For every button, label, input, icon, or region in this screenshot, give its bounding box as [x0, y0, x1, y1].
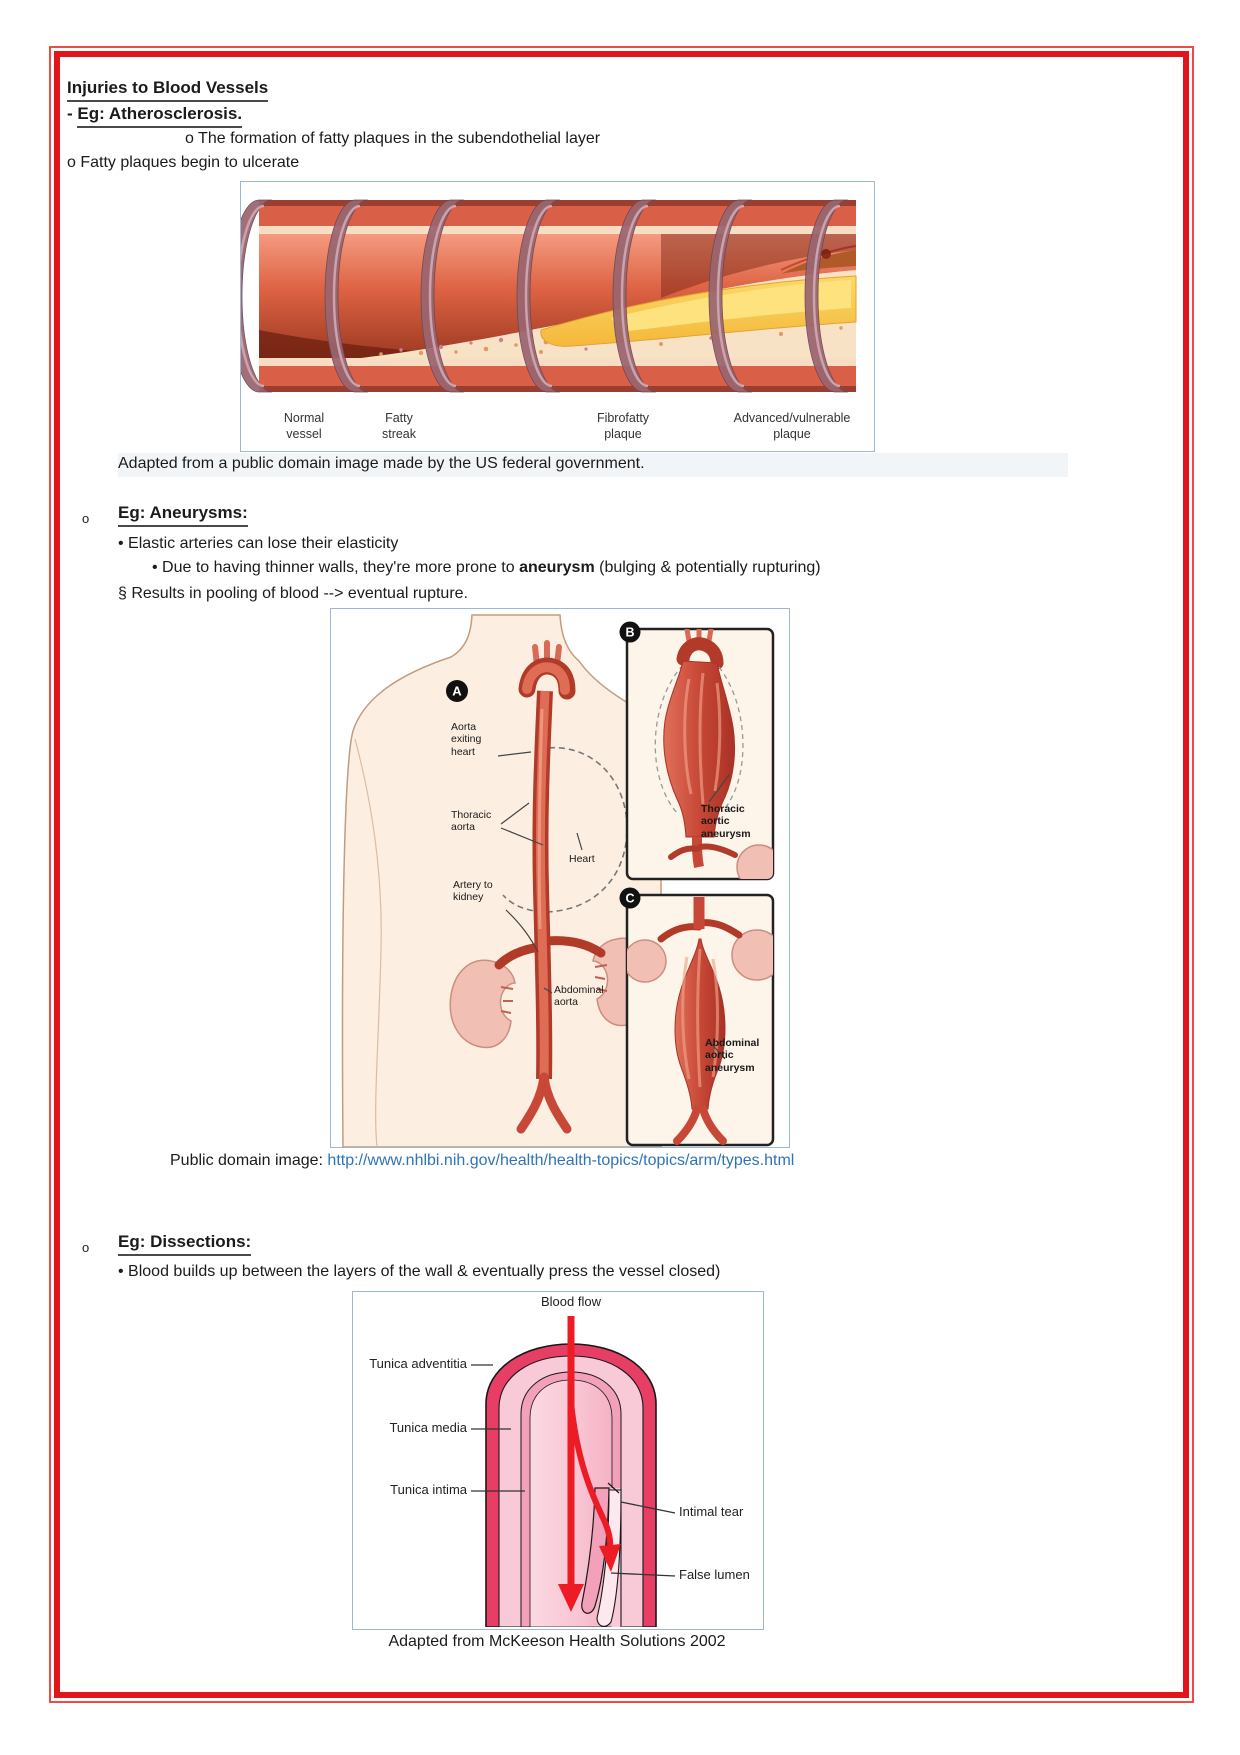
- dissections-heading: [118, 1232, 251, 1256]
- aneurysms-list-marker: o: [82, 511, 90, 526]
- page-title: [67, 78, 268, 102]
- label-thoracic-aortic-aneurysm: Thoracic aortic aneurysm: [701, 803, 751, 840]
- bullet-prone-bold: aneurysm: [519, 559, 595, 576]
- aneurysm-caption-link[interactable]: http://www.nhlbi.nih.gov/health/health-topics/topics/arm/types.html: [327, 1152, 795, 1169]
- dissections-list-marker: o: [82, 1240, 90, 1255]
- aneurysms-heading-text: Eg: Aneurysms:: [118, 503, 248, 527]
- bullet-prone-post: (bulging & potentially rupturing): [594, 559, 821, 576]
- panel-b-marker: B: [625, 625, 635, 640]
- bullet-prone-pre: • Due to having thinner walls, they're more prone to: [152, 559, 520, 576]
- formation-bullet: o The formation of fatty plaques in the subendothelial layer: [185, 130, 601, 147]
- label-abdominal-aortic-aneurysm: Abdominal aortic aneurysm: [705, 1037, 760, 1074]
- label-aorta-exiting-heart: Aorta exiting heart: [451, 721, 482, 758]
- aneurysms-bullet-rupture: § Results in pooling of blood --> eventual rupture.: [118, 585, 468, 602]
- atherosclerosis-heading-text: Eg: Atherosclerosis.: [77, 104, 242, 128]
- label-tunica-adventitia: Tunica adventitia: [369, 1356, 467, 1371]
- label-abdominal-aorta: Abdominal aorta: [554, 984, 604, 1009]
- label-blood-flow: Blood flow: [541, 1294, 601, 1309]
- label-intimal-tear: Intimal tear: [679, 1504, 744, 1519]
- label-tunica-media: Tunica media: [389, 1420, 467, 1435]
- panel-c-marker: C: [625, 891, 635, 906]
- label-heart: Heart: [569, 853, 595, 865]
- stage-label-advanced-plaque: Advanced/vulnerable plaque: [733, 411, 851, 442]
- stage-label-fatty-streak: Fatty streak: [381, 411, 417, 442]
- ulcerate-bullet: o Fatty plaques begin to ulcerate: [67, 154, 300, 171]
- dissections-bullet: • Blood builds up between the layers of the wall & eventually press the vessel closed): [118, 1263, 721, 1280]
- dissection-caption: Adapted from McKeeson Health Solutions 2002: [388, 1633, 726, 1650]
- stage-label-normal-vessel: Normal vessel: [283, 411, 325, 442]
- dissection-figure: [352, 1291, 764, 1630]
- label-false-lumen: False lumen: [679, 1567, 750, 1582]
- aneurysms-bullet-prone: [152, 559, 821, 577]
- stage-label-fibrofatty-plaque: Fibrofatty plaque: [596, 411, 650, 442]
- aneurysm-caption-prefix: Public domain image:: [170, 1152, 328, 1169]
- aneurysm-figure: [330, 608, 790, 1148]
- aneurysms-bullet-elasticity: • Elastic arteries can lose their elasticity: [118, 535, 399, 552]
- atherosclerosis-illustration: [241, 182, 874, 407]
- atherosclerosis-caption: Adapted from a public domain image made by the US federal government.: [118, 453, 1068, 477]
- label-tunica-intima: Tunica intima: [390, 1482, 467, 1497]
- atherosclerosis-heading: [67, 104, 242, 128]
- atherosclerosis-figure: [240, 181, 875, 452]
- aneurysms-heading: [118, 503, 248, 527]
- aneurysm-caption: [170, 1152, 794, 1170]
- dissections-heading-text: Eg: Dissections:: [118, 1232, 251, 1256]
- label-thoracic-aorta: Thoracic aorta: [451, 809, 492, 834]
- panel-a-marker: A: [452, 683, 462, 699]
- label-artery-to-kidney: Artery to kidney: [453, 879, 493, 904]
- page-title-text: Injuries to Blood Vessels: [67, 78, 268, 102]
- dash-prefix: -: [67, 104, 78, 123]
